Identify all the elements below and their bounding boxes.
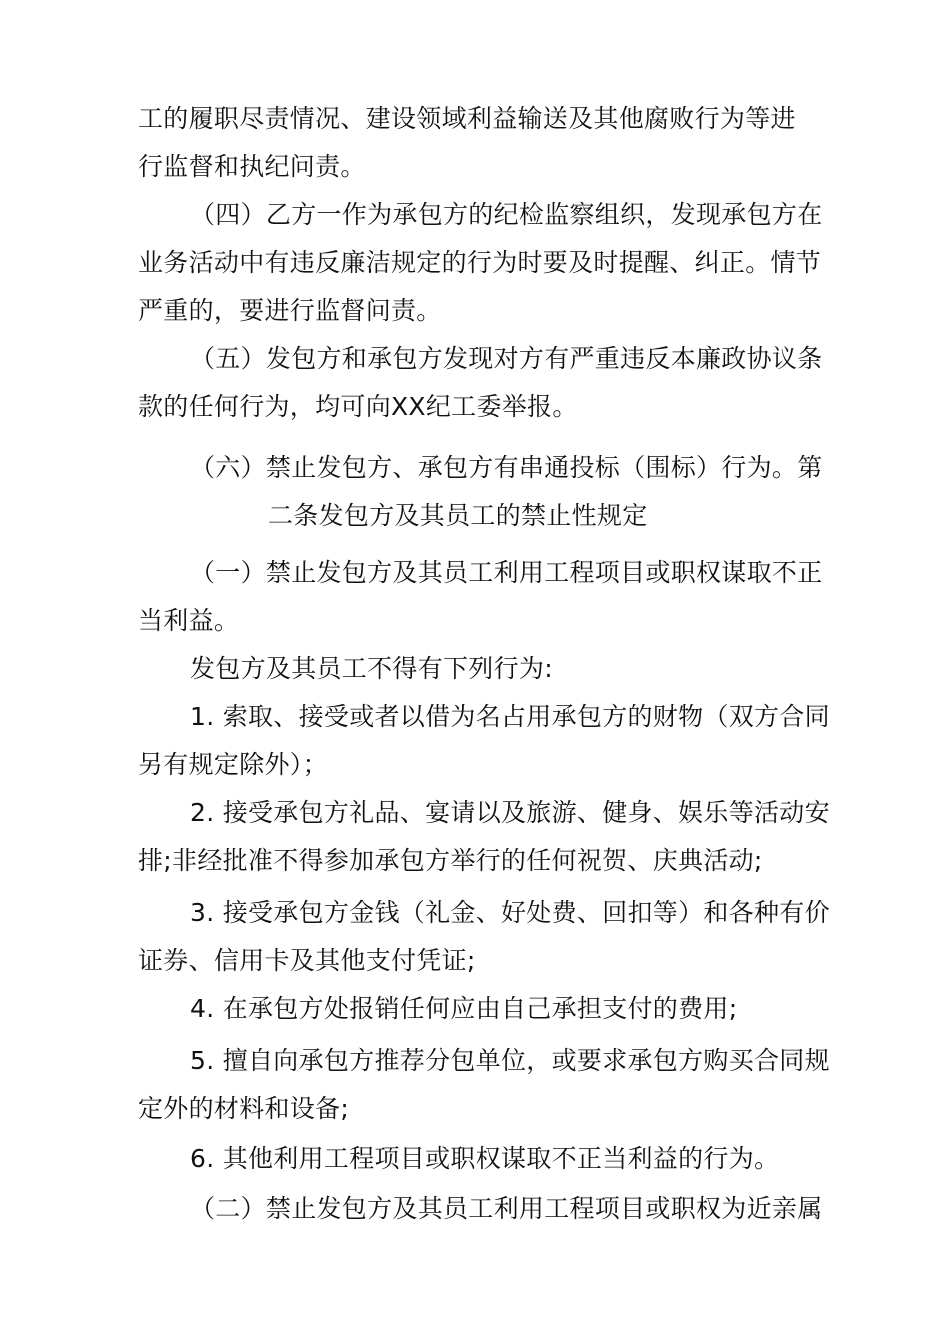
text-line: 排;非经批准不得参加承包方举行的任何祝贺、庆典活动; bbox=[138, 846, 763, 875]
text-line: 业务活动中有违反廉洁规定的行为时要及时提醒、纠正。情节 bbox=[138, 248, 822, 277]
text-line: 证券、信用卡及其他支付凭证; bbox=[138, 946, 476, 975]
text-line: 3. 接受承包方金钱（礼金、好处费、回扣等）和各种有价 bbox=[190, 898, 830, 927]
text-line: 6. 其他利用工程项目或职权谋取不正当利益的行为。 bbox=[190, 1144, 780, 1173]
text-line: 款的任何行为，均可向XX纪工委举报。 bbox=[138, 392, 578, 421]
text-line: 严重的，要进行监督问责。 bbox=[138, 296, 442, 325]
text-line: 定外的材料和设备; bbox=[138, 1094, 350, 1123]
text-line: （四）乙方一作为承包方的纪检监察组织，发现承包方在 bbox=[190, 200, 823, 229]
text-line: （一）禁止发包方及其员工利用工程项目或职权谋取不正 bbox=[190, 558, 823, 587]
text-line: 1. 索取、接受或者以借为名占用承包方的财物（双方合同 bbox=[190, 702, 830, 731]
text-line: 发包方及其员工不得有下列行为: bbox=[190, 654, 553, 683]
text-line: 5. 擅自向承包方推荐分包单位，或要求承包方购买合同规 bbox=[190, 1046, 830, 1075]
text-line: 4. 在承包方处报销任何应由自己承担支付的费用; bbox=[190, 994, 738, 1023]
text-line: 当利益。 bbox=[138, 606, 240, 635]
text-line: 行监督和执纪问责。 bbox=[138, 152, 366, 181]
text-line: （二）禁止发包方及其员工利用工程项目或职权为近亲属 bbox=[190, 1194, 823, 1223]
text-line: （六）禁止发包方、承包方有串通投标（围标）行为。第 bbox=[190, 453, 823, 482]
text-line: （五）发包方和承包方发现对方有严重违反本廉政协议条 bbox=[190, 344, 823, 373]
text-line: 另有规定除外）； bbox=[138, 750, 328, 779]
text-line: 2. 接受承包方礼品、宴请以及旅游、健身、娱乐等活动安 bbox=[190, 798, 830, 827]
text-line: 工的履职尽责情况、建设领域利益输送及其他腐败行为等进 bbox=[138, 104, 796, 133]
text-line: 二条发包方及其员工的禁止性规定 bbox=[268, 501, 648, 530]
